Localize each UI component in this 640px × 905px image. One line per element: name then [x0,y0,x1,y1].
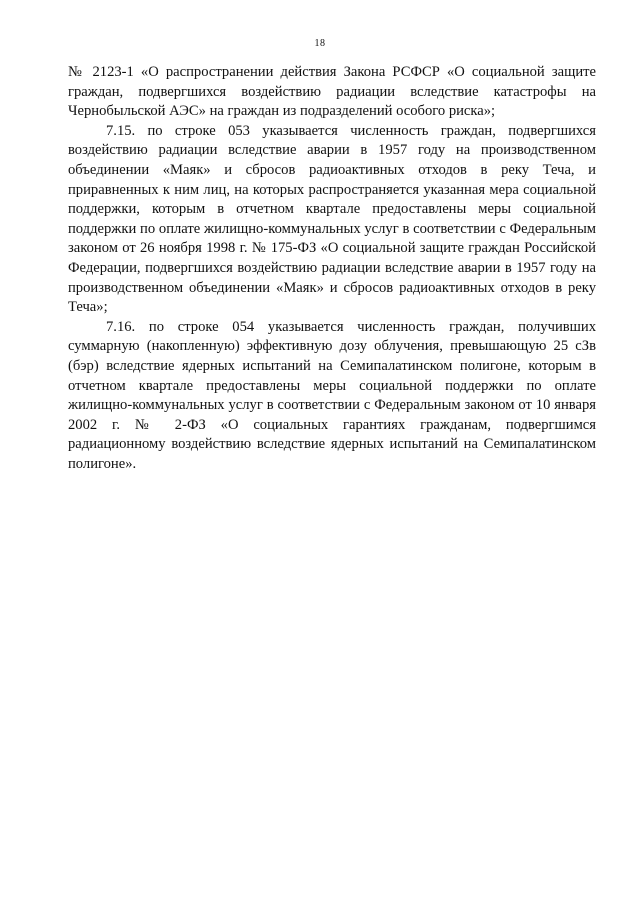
paragraph-continuation: № 2123-1 «О распространении действия Закона РСФСР «О социальной защите граждан, подвергшихся воздействию радиации вследствие катастрофы на Чернобыльской АЭС» на граждан из подразделений особого риска»; [68,64,596,120]
page-number: 18 [314,38,326,49]
paragraph-7-15: 7.15. по строке 053 указывается численность граждан, подвергшихся воздействию радиации вследствие аварии в 1957 году на производственном объединении «Маяк» и сбросов радиоактивных отходов в реку Теча, и приравненных к ним лиц, на которых распространяется указанная мера социальной поддержки, которым в отчетном квартале предоставлены меры социальной поддержки по оплате жилищно-коммунальных услуг в соответствии с Федеральным законом от 26 ноября 1998 г. № 175-ФЗ «О социальной защите граждан Российской Федерации, подвергшихся воздействию радиации вследствие аварии в 1957 году на производственном объединении «Маяк» и сбросов радиоактивных отходов в реку Теча»; [68,122,596,316]
paragraph-7-16: 7.16. по строке 054 указывается численность граждан, получивших суммарную (накопленную) эффективную дозу облучения, превышающую 25 сЗв (бэр) вследствие ядерных испытаний на Семипалатинском полигоне, которым в отчетном квартале предоставлены меры социальной поддержки по оплате жилищно-коммунальных услуг в соответствии с Федеральным законом от 10 января 2002 г. № 2-ФЗ «О социальных гарантиях гражданам, подвергшимся радиационному воздействию вследствие ядерных испытаний на Семипалатинском полигоне». [68,318,596,472]
document-body [68,63,596,474]
